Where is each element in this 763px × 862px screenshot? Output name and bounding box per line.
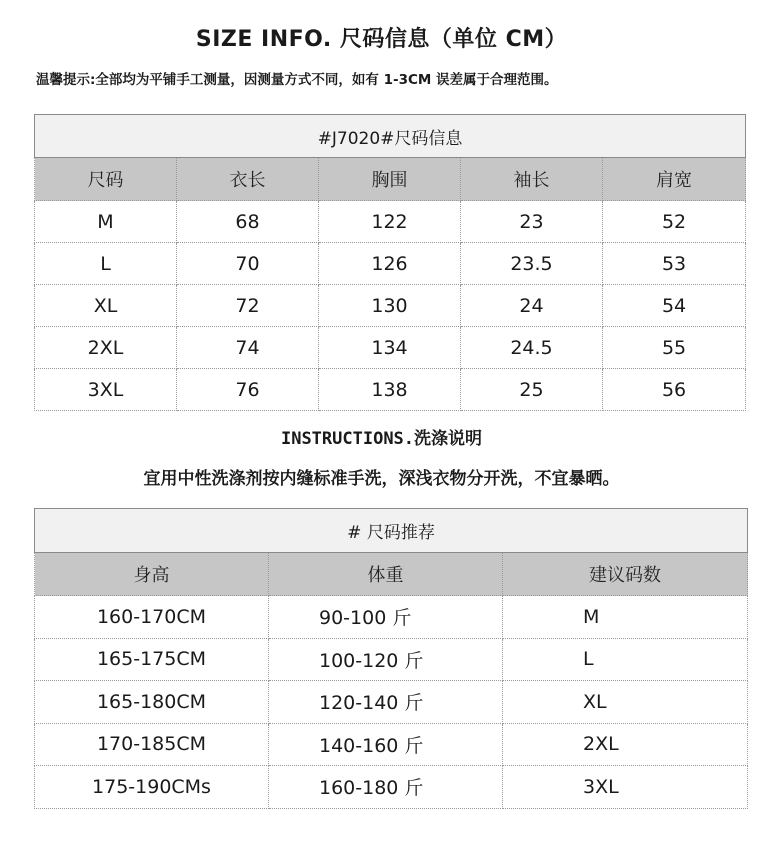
recommend-table-header: 建议码数 — [503, 553, 748, 596]
chest-cell: 138 — [319, 369, 461, 411]
height-cell: 170-185CM — [35, 723, 269, 766]
sleeve-cell: 25 — [461, 369, 603, 411]
recommended-size-cell: 2XL — [503, 723, 748, 766]
size-table-caption: #J7020#尺码信息 — [35, 115, 746, 158]
table-row — [35, 638, 748, 681]
size-table-header: 尺码 — [35, 158, 177, 201]
size-table-header: 袖长 — [461, 158, 603, 201]
shoulder-cell: 54 — [603, 285, 746, 327]
table-row — [35, 723, 748, 766]
weight-cell: 120-140 斤 — [269, 681, 503, 724]
chest-cell: 130 — [319, 285, 461, 327]
table-row — [35, 369, 746, 411]
table-row — [35, 766, 748, 809]
sleeve-cell: 24.5 — [461, 327, 603, 369]
chest-cell: 134 — [319, 327, 461, 369]
size-recommend-table — [34, 508, 748, 809]
table-row — [35, 681, 748, 724]
shoulder-cell: 52 — [603, 201, 746, 243]
wash-instructions: 宜用中性洗涤剂按内缝标准手洗，深浅衣物分开洗，不宜暴晒。 — [143, 469, 620, 489]
shoulder-cell: 55 — [603, 327, 746, 369]
recommended-size-cell: 3XL — [503, 766, 748, 809]
size-cell: 2XL — [35, 327, 177, 369]
weight-cell: 160-180 斤 — [269, 766, 503, 809]
height-cell: 165-175CM — [35, 638, 269, 681]
sleeve-cell: 23 — [461, 201, 603, 243]
length-cell: 68 — [177, 201, 319, 243]
length-cell: 76 — [177, 369, 319, 411]
size-table-header: 胸围 — [319, 158, 461, 201]
table-row — [35, 201, 746, 243]
recommend-table-header: 身高 — [35, 553, 269, 596]
table-row — [35, 243, 746, 285]
page-title: SIZE INFO. 尺码信息（单位 CM） — [195, 27, 568, 52]
chest-cell: 126 — [319, 243, 461, 285]
weight-cell: 140-160 斤 — [269, 723, 503, 766]
size-cell: L — [35, 243, 177, 285]
recommended-size-cell: M — [503, 596, 748, 639]
chest-cell: 122 — [319, 201, 461, 243]
table-row — [35, 327, 746, 369]
height-cell: 175-190CMs — [35, 766, 269, 809]
instructions-title: INSTRUCTIONS.洗涤说明 — [280, 429, 483, 449]
measurement-notice: 温馨提示:全部均为平铺手工测量，因测量方式不同，如有 1-3CM 误差属于合理范围。 — [36, 72, 558, 88]
size-table-header: 肩宽 — [603, 158, 746, 201]
length-cell: 72 — [177, 285, 319, 327]
shoulder-cell: 56 — [603, 369, 746, 411]
recommend-table-caption: # 尺码推荐 — [35, 509, 748, 553]
height-cell: 160-170CM — [35, 596, 269, 639]
height-cell: 165-180CM — [35, 681, 269, 724]
recommended-size-cell: XL — [503, 681, 748, 724]
size-cell: XL — [35, 285, 177, 327]
sleeve-cell: 23.5 — [461, 243, 603, 285]
length-cell: 70 — [177, 243, 319, 285]
sleeve-cell: 24 — [461, 285, 603, 327]
weight-cell: 90-100 斤 — [269, 596, 503, 639]
weight-cell: 100-120 斤 — [269, 638, 503, 681]
length-cell: 74 — [177, 327, 319, 369]
recommended-size-cell: L — [503, 638, 748, 681]
size-info-table — [34, 114, 746, 411]
recommend-table-header: 体重 — [269, 553, 503, 596]
table-row — [35, 285, 746, 327]
size-cell: M — [35, 201, 177, 243]
size-cell: 3XL — [35, 369, 177, 411]
size-table-header: 衣长 — [177, 158, 319, 201]
shoulder-cell: 53 — [603, 243, 746, 285]
table-row — [35, 596, 748, 639]
